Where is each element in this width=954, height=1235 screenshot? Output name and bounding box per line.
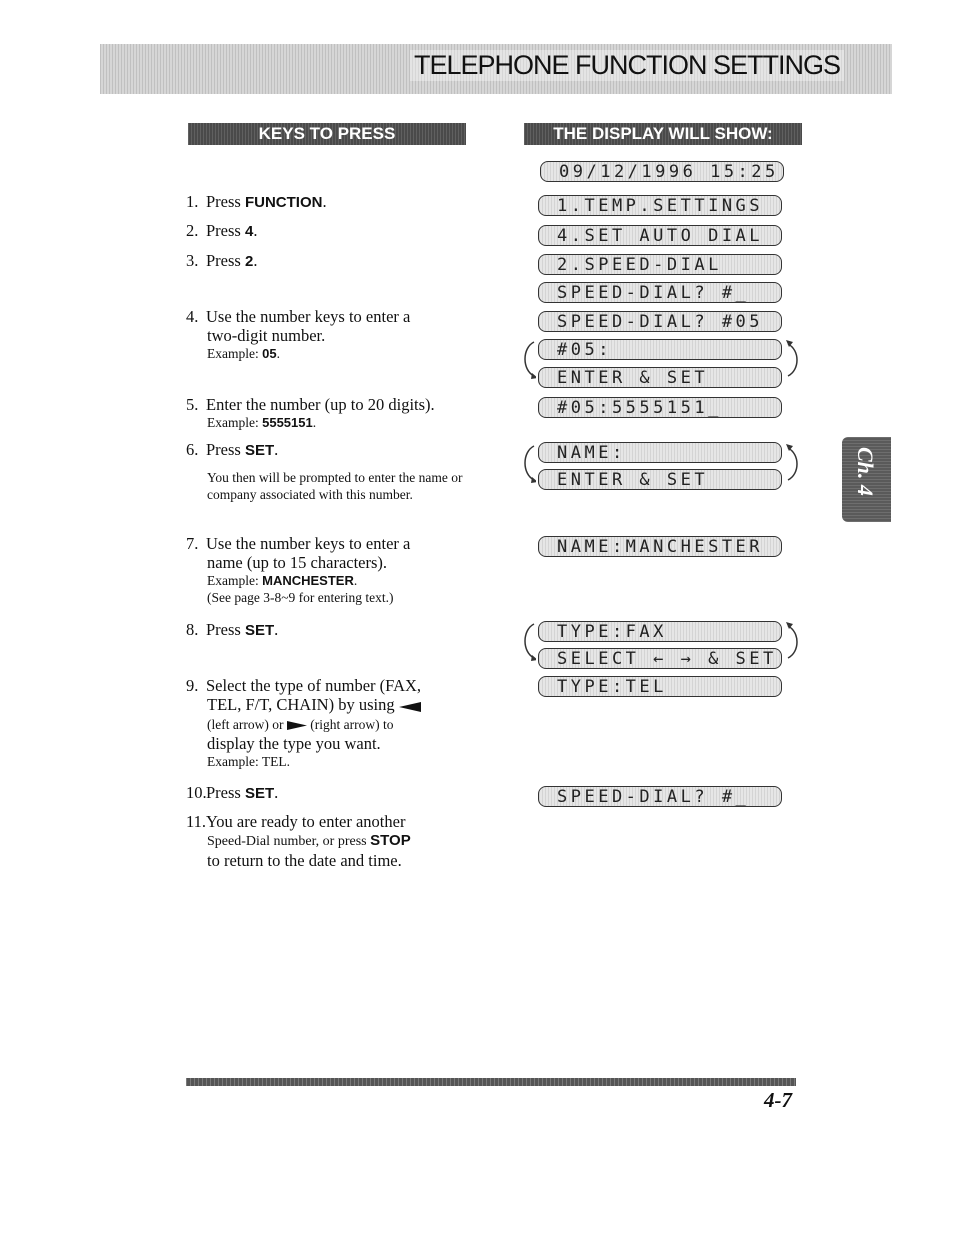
key-function: FUNCTION (244, 194, 323, 211)
lcd-display: TYPE:FAX (538, 621, 782, 642)
step-number: 6. (186, 440, 199, 459)
lcd-display: 2.SPEED-DIAL (538, 254, 782, 275)
step-number: 1. (186, 192, 199, 211)
step-number: 7. (186, 534, 199, 553)
step-number: 9. (186, 676, 199, 695)
keys-to-press-heading: KEYS TO PRESS (188, 123, 466, 145)
example-text: Example: MANCHESTER. (207, 573, 358, 588)
step-number: 8. (186, 620, 199, 639)
page-number: 4-7 (764, 1088, 792, 1112)
lcd-display: 4.SET AUTO DIAL (538, 225, 782, 246)
lcd-display: SPEED-DIAL? #_ (538, 786, 782, 807)
page-title: TELEPHONE FUNCTION SETTINGS (410, 50, 844, 81)
lcd-display: TYPE:TEL (538, 676, 782, 697)
key-set: SET (244, 442, 275, 459)
chapter-tab (842, 437, 891, 522)
example-text: Example: TEL. (207, 754, 290, 770)
lcd-display: ENTER & SET (538, 367, 782, 388)
lcd-display: SPEED-DIAL? #_ (538, 282, 782, 303)
key-set: SET (244, 622, 275, 639)
lcd-display: #05:5555151_ (538, 397, 782, 418)
chapter-tab-label: Ch. 4 (853, 447, 878, 496)
lcd-display: ENTER & SET (538, 469, 782, 490)
lcd-display: NAME:MANCHESTER (538, 536, 782, 557)
lcd-display: 1.TEMP.SETTINGS (538, 195, 782, 216)
alternate-right-bracket-icon (786, 620, 800, 664)
step-number: 3. (186, 251, 199, 270)
step-note: You then will be prompted to enter the name or company associated with this number. (207, 470, 463, 502)
step-6: 6. Press SET. You then will be prompted to enter the name or company associated with this number. (186, 440, 466, 503)
step-3: 3. Press 2. (186, 251, 258, 270)
step-number: 5. (186, 395, 199, 414)
step-4: 4. Use the number keys to enter a two-digit number. Example: 05. (186, 307, 466, 362)
alternate-left-bracket-icon (520, 338, 534, 382)
alternate-left-bracket-icon (520, 620, 534, 664)
example-text: Example: 5555151. (207, 415, 317, 430)
key-4: 4 (244, 223, 254, 240)
lcd-display: 09/12/1996 15:25 (540, 161, 784, 182)
step-11: 11.You are ready to enter another Speed-Dial number, or press STOP to return to the date and time. (186, 812, 411, 870)
right-arrow-icon (287, 717, 307, 734)
step-2: 2. Press 4. (186, 221, 258, 240)
step-10: 10.Press SET. (186, 783, 279, 802)
lcd-display: #05: (538, 339, 782, 360)
left-arrow-icon (399, 697, 421, 716)
example-text: Example: 05. (207, 346, 280, 361)
footer-rule (186, 1078, 796, 1086)
step-number: 11. (186, 812, 207, 831)
alternate-left-bracket-icon (520, 442, 534, 486)
alternate-right-bracket-icon (786, 442, 800, 486)
lcd-display: SELECT ← → & SET (538, 648, 782, 669)
step-1: 1. Press FUNCTION. (186, 192, 327, 211)
step-number: 10. (186, 783, 207, 802)
step-7: 7. Use the number keys to enter a name (up to 15 characters). Example: MANCHESTER. (See page 3-8~9 for entering text.) (186, 534, 466, 606)
step-number: 4. (186, 307, 199, 326)
step-8: 8. Press SET. (186, 620, 279, 639)
key-stop: STOP (370, 832, 411, 849)
alternate-right-bracket-icon (786, 338, 800, 382)
lcd-display: SPEED-DIAL? #05 (538, 311, 782, 332)
display-will-show-heading: THE DISPLAY WILL SHOW: (524, 123, 802, 145)
step-9: 9. Select the type of number (FAX, TEL, F/T, CHAIN) by using (left arrow) or (right arrow) to display the type you want. Example: TEL. (186, 676, 466, 770)
key-set: SET (244, 785, 275, 802)
key-2: 2 (244, 253, 254, 270)
see-page-ref: (See page 3-8~9 for entering text.) (207, 590, 394, 605)
step-5: 5. Enter the number (up to 20 digits). Example: 5555151. (186, 395, 466, 431)
lcd-display: NAME: (538, 442, 782, 463)
header-band (100, 44, 892, 94)
step-number: 2. (186, 221, 199, 240)
